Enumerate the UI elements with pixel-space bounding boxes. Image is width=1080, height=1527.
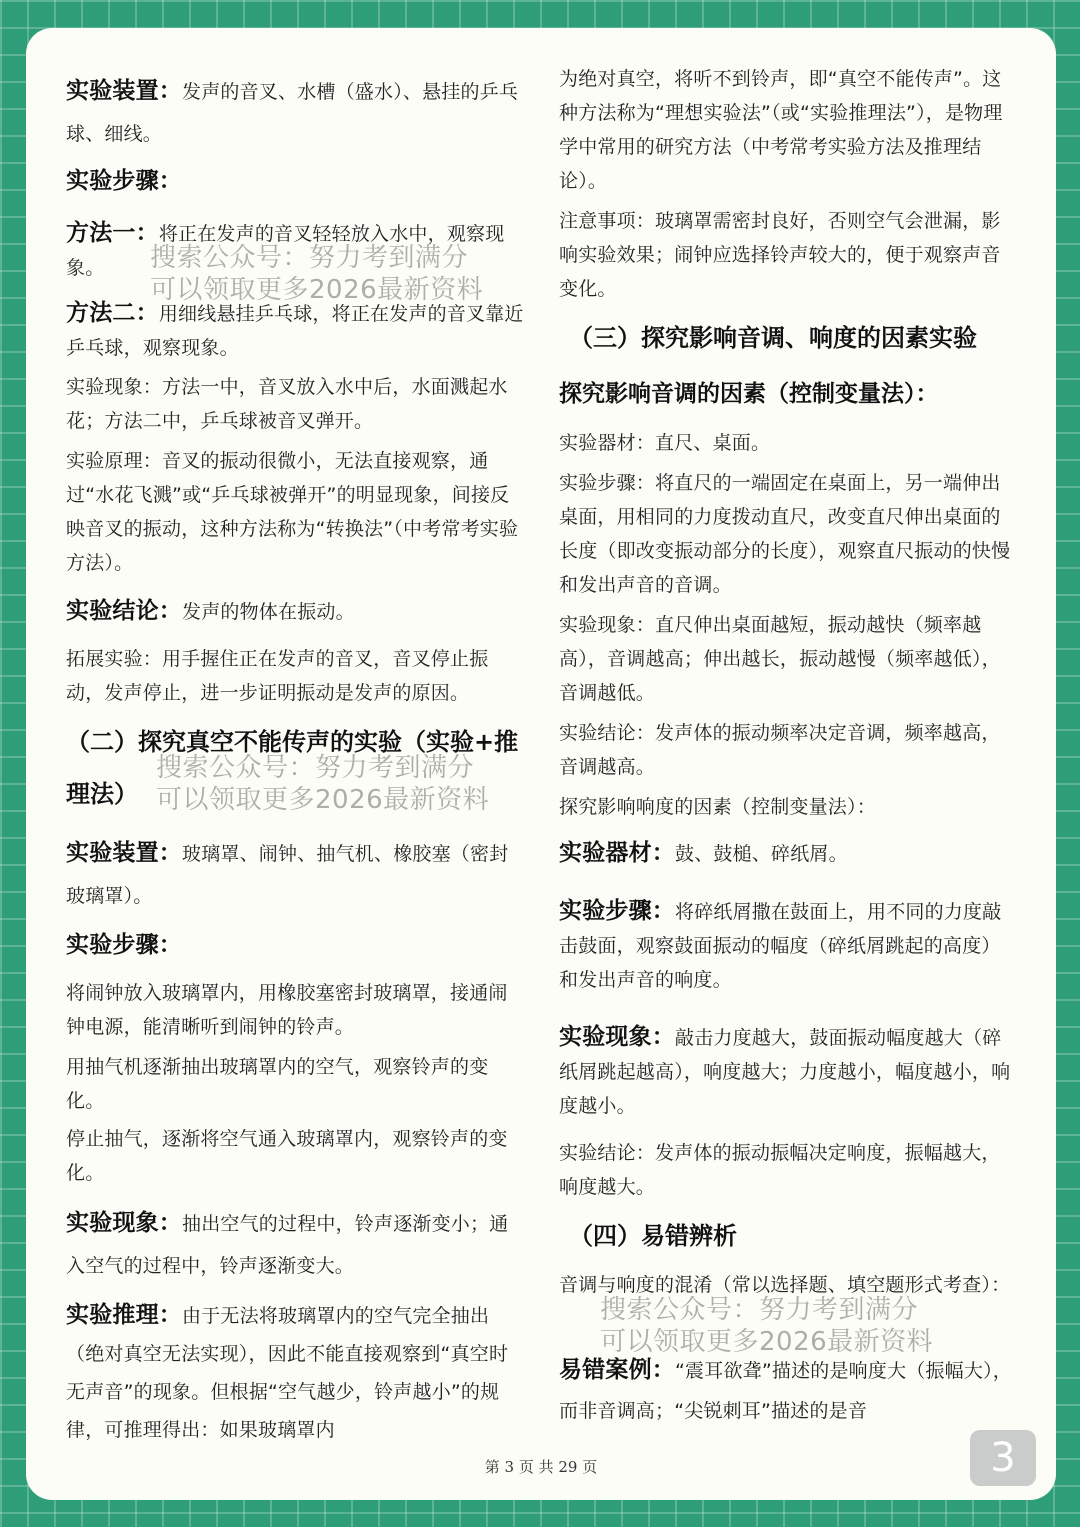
phenomenon-1: 实验现象：方法一中，音叉放入水中后，水面溅起水花；方法二中，乒乓球被音叉弹开。 (66, 376, 508, 432)
right-column (559, 28, 1019, 1500)
watermark: 搜索公众号：努力考到满分 可以领取更多2026最新资料 (600, 1295, 934, 1357)
loudness-heading: 探究影响响度的因素（控制变量法）： (559, 796, 876, 818)
reasoning-continued: 为绝对真空，将听不到铃声，即“真空不能传声”。这种方法称为“理想实验法”（或“实验推理法”），是物理学中常用的研究方法（中考常考实验方法及推理结论）。 (559, 68, 1003, 192)
notes: 注意事项：玻璃罩需密封良好，否则空气会泄漏，影响实验效果；闹钟应选择铃声较大的，便于观察声音变化。 (559, 210, 1001, 300)
left-column (66, 28, 526, 1500)
method-two: 方法二：用细线悬挂乒乓球，将正在发声的音叉靠近乒乓球，观察现象。 (66, 300, 524, 359)
confusion-intro: 音调与响度的混淆（常以选择题、填空题形式考查）： (559, 1274, 1011, 1296)
principle-1: 实验原理：音叉的振动很微小，无法直接观察，通过“水花飞溅”或“乒乓球被弹开”的明显现象，间接反映音叉的振动，这种方法称为“转换法”（中考常考实验方法）。 (66, 450, 519, 574)
pitch-conclusion: 实验结论：发声体的振动频率决定音调，频率越高，音调越高。 (559, 722, 1001, 778)
watermark: 搜索公众号：努力考到满分 可以领取更多2026最新资料 (156, 753, 490, 815)
method-one: 方法一：将正在发声的音叉轻轻放入水中，观察现象。 (66, 220, 505, 279)
apparatus-1: 实验装置：发声的音叉、水槽（盛水）、悬挂的乒乓球、细线。 (66, 78, 519, 145)
pitch-phenomenon: 实验现象：直尺伸出桌面越短，振动越快（频率越高），音调越高；伸出越长，振动越慢（频率越低），音调越低。 (559, 614, 1001, 704)
watermark: 搜索公众号：努力考到满分 可以领取更多2026最新资料 (150, 243, 484, 305)
pitch-apparatus: 实验器材：直尺、桌面。 (559, 432, 771, 454)
loudness-phenomenon: 实验现象：敲击力度越大，鼓面振动幅度越大（碎纸屑跳起越高），响度越大；力度越小，幅度越小，响度越小。 (559, 1024, 1011, 1117)
page-footer: 第 3 页 共 29 页 (484, 1458, 598, 1476)
conclusion-1: 实验结论：发声的物体在振动。 (66, 598, 355, 624)
page-number-badge: 3 (970, 1430, 1036, 1486)
steps-heading-2: 实验步骤： (66, 932, 182, 958)
phenomenon-2: 实验现象：抽出空气的过程中，铃声逐渐变小；通入空气的过程中，铃声逐渐变大。 (66, 1210, 509, 1277)
error-case: 易错案例：“震耳欲聋”描述的是响度大（振幅大），而非音调高；“尖锐刺耳”描述的是音 (559, 1357, 1012, 1422)
section-heading-3: （三）探究影响音调、响度的因素实验 (569, 324, 977, 352)
document-page (26, 28, 1056, 1500)
apparatus-2: 实验装置：玻璃罩、闹钟、抽气机、橡胶塞（密封玻璃罩）。 (66, 840, 509, 907)
loudness-conclusion: 实验结论：发声体的振动振幅决定响度，振幅越大，响度越大。 (559, 1142, 1001, 1198)
step-2-2: 用抽气机逐渐抽出玻璃罩内的空气，观察铃声的变化。 (66, 1056, 489, 1112)
step-2-3: 停止抽气，逐渐将空气通入玻璃罩内，观察铃声的变化。 (66, 1128, 508, 1184)
step-2-1: 将闹钟放入玻璃罩内，用橡胶塞密封玻璃罩，接通闹钟电源，能清晰听到闹钟的铃声。 (66, 982, 508, 1038)
loudness-steps: 实验步骤：将碎纸屑撒在鼓面上，用不同的力度敲击鼓面，观察鼓面振动的幅度（碎纸屑跳起的高度）和发出声音的响度。 (559, 898, 1002, 991)
pitch-steps: 实验步骤：将直尺的一端固定在桌面上，另一端伸出桌面，用相同的力度拨动直尺，改变直尺伸出桌面的长度（即改变振动部分的长度），观察直尺振动的快慢和发出声音的音调。 (559, 472, 1011, 596)
reasoning-2: 实验推理：由于无法将玻璃罩内的空气完全抽出（绝对真空无法实现），因此不能直接观察到“真空时无声音”的现象。但根据“空气越少，铃声越小”的规律，可推理得出：如果玻璃罩内 (66, 1302, 509, 1441)
section-heading-2: （二）探究真空不能传声的实验（实验+推理法） (66, 728, 519, 808)
loudness-apparatus: 实验器材：鼓、鼓槌、碎纸屑。 (559, 840, 848, 866)
pitch-heading: 探究影响音调的因素（控制变量法）： (559, 381, 939, 407)
extension-experiment: 拓展实验：用手握住正在发声的音叉，音叉停止振动，发声停止，进一步证明振动是发声的原因。 (66, 648, 489, 704)
steps-heading-1: 实验步骤： (66, 168, 182, 194)
section-heading-4: （四）易错辨析 (569, 1222, 737, 1250)
